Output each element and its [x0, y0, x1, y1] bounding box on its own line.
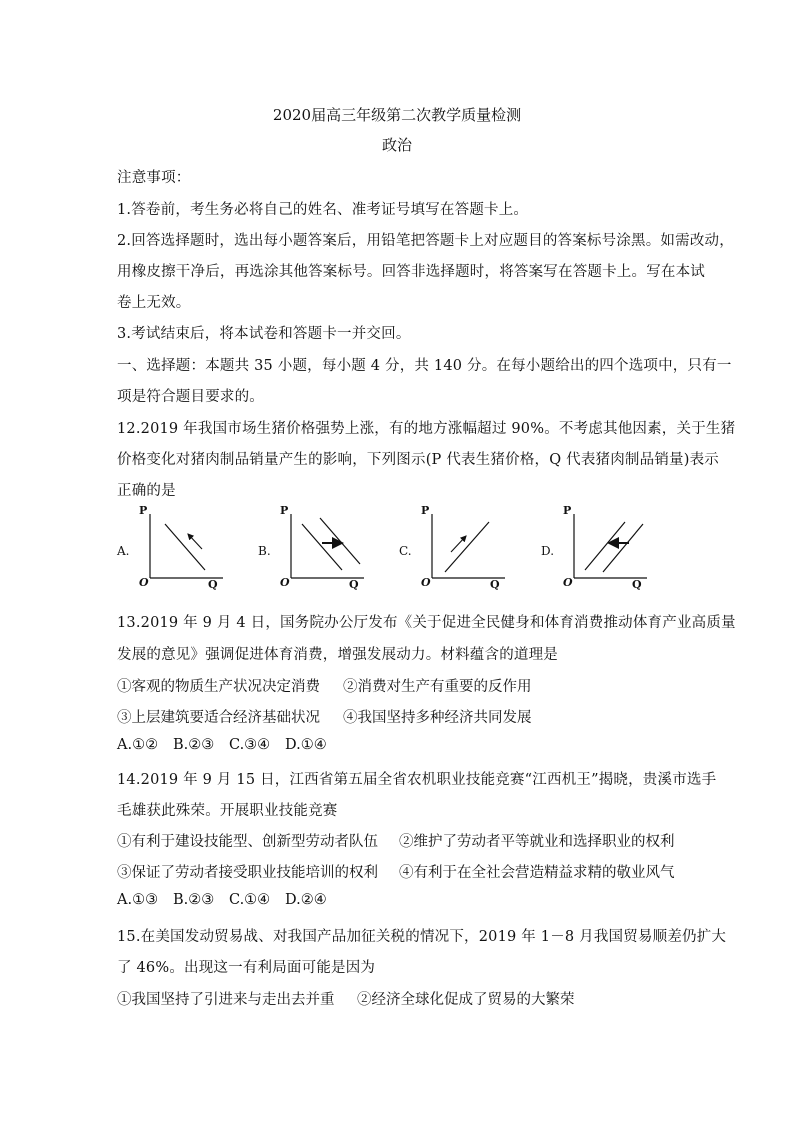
notice-item: 卷上无效。 [117, 295, 191, 311]
graph-option-label: B. [258, 544, 271, 558]
curve-line-2 [320, 518, 360, 564]
curve-line [165, 524, 205, 570]
q13-option-a[interactable]: A.①② [117, 737, 159, 753]
q14-statement-2: ②维护了劳动者平等就业和选择职业的权利 [399, 834, 675, 850]
axis-q-label: Q [349, 578, 359, 591]
q13-option-b[interactable]: B.②③ [173, 737, 215, 753]
graph-d-svg [541, 508, 659, 590]
curve-line-1 [585, 522, 625, 570]
shift-arrow [451, 536, 466, 552]
curve-line-2 [603, 524, 643, 572]
q13-stem: 13.2019 年 9 月 4 日，国务院办公厅发布《关于促进全民健身和体育消费推动体育产业高质量 [117, 615, 736, 631]
notice-item: 2.回答选择题时，选出每小题答案后，用铅笔把答题卡上对应题目的答案标号涂黑。如需改动， [117, 233, 734, 249]
q14-option-b[interactable]: B.②③ [173, 892, 215, 908]
notice-item: 用橡皮擦干净后，再选涂其他答案标号。回答非选择题时，将答案写在答题卡上。写在本试 [117, 264, 705, 280]
q12-stem: 价格变化对猪肉制品销量产生的影响，下列图示(P 代表生猪价格，Q 代表猪肉制品销量)表示 [117, 452, 719, 468]
graph-c-svg [399, 508, 517, 590]
origin-label: O [563, 576, 573, 589]
q13-statements-row1 [117, 675, 532, 696]
subject-title: 政治 [381, 136, 412, 154]
q14-option-d[interactable]: D.②④ [285, 892, 327, 908]
q14-options [117, 892, 327, 908]
q14-option-c[interactable]: C.①④ [229, 892, 271, 908]
axis-q-label: Q [632, 578, 642, 591]
axis-p-label: P [280, 504, 289, 517]
q12-graph-b[interactable] [258, 504, 376, 591]
q12-graph-c[interactable] [399, 504, 517, 591]
shift-arrow [188, 534, 202, 549]
q13-statement-4: ④我国坚持多种经济共同发展 [343, 710, 532, 726]
q14-statements-row1 [117, 830, 675, 851]
axis-q-label: Q [208, 578, 218, 591]
origin-label: O [280, 576, 290, 589]
q12-graph-a[interactable] [117, 504, 235, 591]
q14-statements-row2 [117, 861, 675, 882]
graph-option-label: C. [399, 544, 412, 558]
q15-statement-2: ②经济全球化促成了贸易的大繁荣 [357, 992, 575, 1008]
q13-option-d[interactable]: D.①④ [285, 737, 327, 753]
exam-title: 2020届高三年级第二次教学质量检测 [272, 106, 522, 124]
curve-line [445, 522, 489, 572]
q14-stem: 14.2019 年 9 月 15 日，江西省第五届全省农机职业技能竞赛“江西机王”揭晓，贵溪市选手 [117, 772, 717, 788]
notice-item: 1.答卷前，考生务必将自己的姓名、准考证号填写在答题卡上。 [117, 202, 529, 218]
q14-statement-1: ①有利于建设技能型、创新型劳动者队伍 [117, 834, 378, 850]
q13-statements-row2 [117, 706, 532, 727]
notice-item: 3.考试结束后，将本试卷和答题卡一并交回。 [117, 326, 411, 342]
q13-stem: 发展的意见》强调促进体育消费，增强发展动力。材料蕴含的道理是 [117, 647, 558, 663]
q13-statement-2: ②消费对生产有重要的反作用 [343, 679, 532, 695]
axis-q-label: Q [490, 578, 500, 591]
q12-stem: 12.2019 年我国市场生猪价格强势上涨，有的地方涨幅超过 90%。不考虑其他因素，关于生猪 [117, 421, 736, 437]
q12-graph-d[interactable] [541, 504, 659, 591]
q14-stem: 毛雄获此殊荣。开展职业技能竞赛 [117, 803, 338, 819]
section-heading: 一、选择题：本题共 35 小题，每小题 4 分，共 140 分。在每小题给出的四个选项中，只有一 [117, 358, 732, 374]
notice-heading: 注意事项： [117, 170, 191, 186]
axis-p-label: P [421, 504, 430, 517]
q13-options [117, 737, 327, 753]
origin-label: O [421, 576, 431, 589]
curve-line-1 [302, 524, 342, 570]
q15-stem: 了 46%。出现这一有利局面可能是因为 [117, 960, 376, 976]
q15-statements-row1 [117, 988, 575, 1009]
q15-stem: 15.在美国发动贸易战、对我国产品加征关税的情况下，2019 年 1－8 月我国贸易顺差仍扩大 [117, 929, 727, 945]
q14-statement-4: ④有利于在全社会营造精益求精的敬业风气 [399, 865, 675, 881]
graph-a-svg [117, 508, 235, 590]
graph-b-svg [258, 508, 376, 590]
origin-label: O [139, 576, 149, 589]
q15-statement-1: ①我国坚持了引进来与走出去并重 [117, 992, 335, 1008]
graph-option-label: D. [541, 544, 555, 558]
section-heading-cont: 项是符合题目要求的。 [117, 389, 264, 405]
q12-stem: 正确的是 [117, 483, 176, 499]
axis-p-label: P [563, 504, 572, 517]
q13-statement-3: ③上层建筑要适合经济基础状况 [117, 710, 320, 726]
q14-option-a[interactable]: A.①③ [117, 892, 159, 908]
q13-option-c[interactable]: C.③④ [229, 737, 271, 753]
q14-statement-3: ③保证了劳动者接受职业技能培训的权利 [117, 865, 378, 881]
axis-p-label: P [139, 504, 148, 517]
graph-option-label: A. [117, 544, 130, 558]
q13-statement-1: ①客观的物质生产状况决定消费 [117, 679, 320, 695]
